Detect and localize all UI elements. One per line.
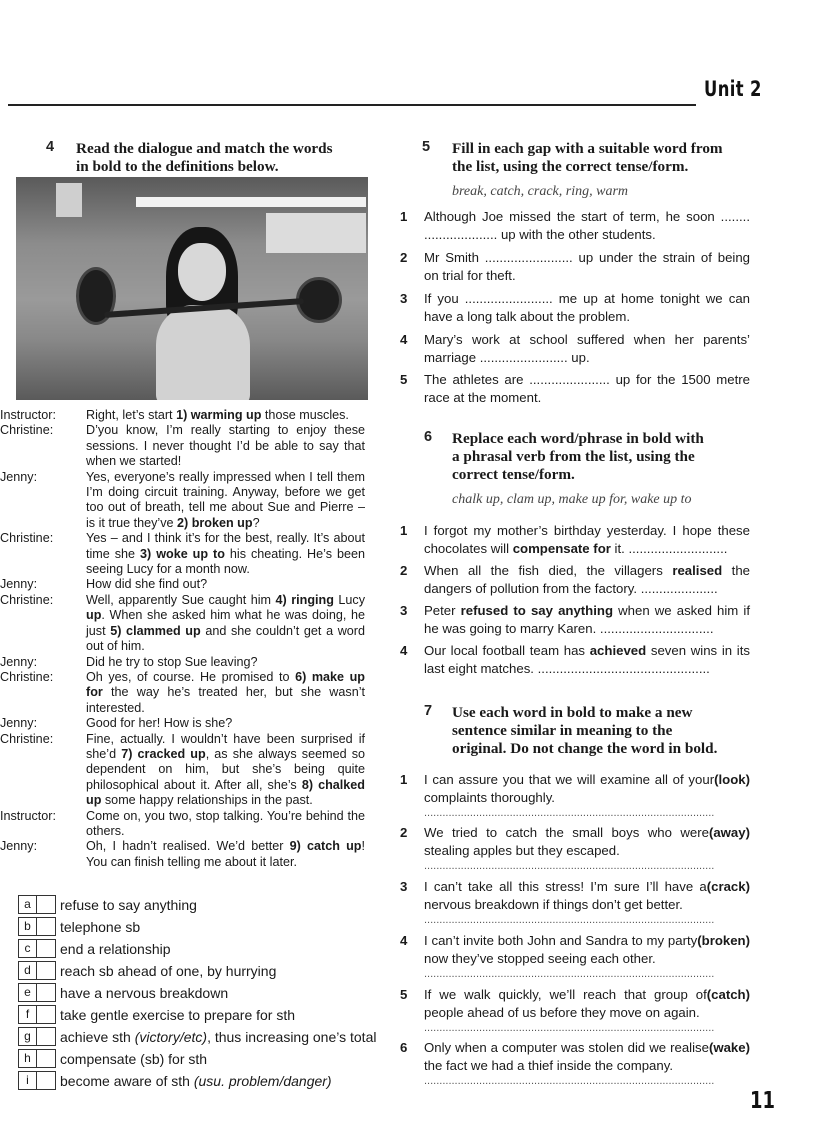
dialogue-text: ! You can finish telling me about it later. bbox=[86, 839, 365, 869]
answer-line[interactable]: ............................................................................................... bbox=[424, 914, 715, 926]
ex4-title-line2: in bold to the definitions below. bbox=[76, 158, 279, 175]
ex5-question bbox=[400, 290, 750, 326]
dialogue-text bbox=[86, 593, 365, 655]
dialogue-text: Yes, everyone’s really impressed when I tell them I’m doing circuit training. Anyway, before we get too out of breath, tell me about Sue and Pierre – is it true they’ve bbox=[86, 469, 365, 530]
definition-letter: a bbox=[19, 896, 37, 913]
keyword: (catch) bbox=[706, 987, 750, 1002]
ex6-text: When all the fish died, the villagers bbox=[424, 563, 673, 578]
speaker-name: Jenny: bbox=[0, 839, 38, 854]
dialogue-line bbox=[0, 408, 365, 423]
dialogue-bold-phrase: 7) cracked up bbox=[121, 746, 206, 761]
dialogue-text bbox=[86, 408, 365, 423]
unit-title: Unit 2 bbox=[704, 77, 762, 101]
speaker-name: Jenny: bbox=[0, 577, 38, 592]
definition-text: take gentle exercise to prepare for sth bbox=[60, 1007, 296, 1023]
keyword: (look) bbox=[714, 772, 750, 787]
ex6-bold-phrase: compensate for bbox=[512, 541, 611, 556]
ex5-wordlist: break, catch, crack, ring, warm bbox=[452, 184, 628, 199]
ex4-title-line1: Read the dialogue and match the words bbox=[76, 140, 333, 157]
ex6-text: Peter bbox=[424, 603, 461, 618]
definition-item bbox=[16, 895, 376, 917]
definition-letter: c bbox=[19, 940, 37, 957]
keyword: (away) bbox=[708, 825, 750, 840]
dialogue-text: Right, let’s start bbox=[86, 408, 177, 422]
ex7-title-line2: sentence similar in meaning to the bbox=[452, 722, 673, 739]
dialogue-text bbox=[86, 423, 365, 469]
ex7-title-line1: Use each word in bold to make a new bbox=[452, 704, 693, 721]
dialogue-line bbox=[0, 531, 365, 577]
dialogue-line bbox=[0, 732, 365, 809]
dialogue-line bbox=[0, 593, 365, 655]
speaker-name: Christine: bbox=[0, 731, 54, 746]
question-text[interactable] bbox=[400, 602, 750, 638]
dialogue-text: How did she find out? bbox=[86, 577, 208, 592]
ex6-text: I forgot my mother’s birthday yesterday. I hope these chocolates will bbox=[424, 523, 750, 556]
ex5-question bbox=[400, 331, 750, 367]
answer-line[interactable]: ............................................................................................... bbox=[424, 968, 715, 980]
dialogue-text: Come on, you two, stop talking. You’re behind the others. bbox=[86, 808, 365, 838]
definition-letter: g bbox=[19, 1028, 37, 1045]
speaker-name: Christine: bbox=[0, 669, 54, 684]
dialogue-bold-phrase: up bbox=[86, 608, 102, 623]
dialogue-text bbox=[86, 470, 365, 532]
dialogue-line bbox=[0, 670, 365, 716]
definition-text: end a relationship bbox=[60, 941, 171, 957]
answer-box[interactable] bbox=[18, 983, 56, 1002]
dialogue-bold-phrase: 6) make up for bbox=[86, 669, 365, 700]
question-text[interactable]: If you ........................ me up at home tonight we can have a long talk about the problem. bbox=[424, 291, 750, 324]
definition-text: compensate (sb) for sth bbox=[60, 1051, 208, 1067]
question-number: 2 bbox=[400, 250, 408, 265]
speaker-name: Instructor: bbox=[0, 808, 56, 823]
dialogue-text: Oh yes, of course. He promised to bbox=[86, 669, 296, 684]
dialogue-bold-phrase: 4) ringing bbox=[275, 592, 334, 607]
speaker-name: Christine: bbox=[0, 423, 54, 438]
question-text: (catch) If we walk quickly, we’ll reach that group of people ahead of us before they move on again. bbox=[424, 987, 750, 1020]
dialogue-bold-phrase: 1) warming up bbox=[176, 408, 262, 422]
question-number: 1 bbox=[400, 209, 408, 224]
dialogue-line bbox=[0, 716, 365, 731]
dialogue-text bbox=[86, 809, 365, 840]
definition-text: have a nervous breakdown bbox=[60, 985, 229, 1001]
ex6-title-line1: Replace each word/phrase in bold with bbox=[452, 430, 704, 447]
ex7-question bbox=[400, 771, 750, 819]
ex7-question bbox=[400, 878, 750, 926]
ex6-question bbox=[400, 522, 750, 558]
dialogue-line bbox=[0, 470, 365, 532]
definition-item bbox=[16, 1071, 376, 1093]
question-number: 3 bbox=[400, 603, 408, 618]
speaker-name: Christine: bbox=[0, 531, 54, 546]
question-number: 6 bbox=[400, 1040, 408, 1055]
ex5-question bbox=[400, 249, 750, 285]
definition-text: become aware of sth (usu. problem/danger) bbox=[60, 1073, 332, 1089]
dialogue-bold-phrase: 8) chalked up bbox=[86, 777, 365, 808]
question-text: (broken) I can’t invite both John and Sandra to my party now they’ve stopped seeing each other. bbox=[424, 933, 750, 966]
ex6-bold-phrase: achieved bbox=[589, 643, 647, 658]
dialogue-line bbox=[0, 423, 365, 469]
ex5-number: 5 bbox=[422, 139, 431, 155]
definition-item bbox=[16, 961, 376, 983]
ex7-number: 7 bbox=[424, 703, 433, 719]
question-number: 2 bbox=[400, 825, 408, 840]
definition-letter: i bbox=[19, 1072, 37, 1089]
ex6-text: it. ........................... bbox=[610, 541, 728, 556]
ex6-question bbox=[400, 562, 750, 598]
dialogue-text bbox=[86, 839, 365, 870]
question-number: 2 bbox=[400, 563, 408, 578]
answer-box[interactable] bbox=[18, 1005, 56, 1024]
answer-box[interactable] bbox=[18, 939, 56, 958]
definition-item bbox=[16, 1027, 376, 1049]
keyword: (wake) bbox=[708, 1040, 750, 1055]
ex6-question bbox=[400, 602, 750, 638]
dialogue-line bbox=[0, 809, 365, 840]
dialogue-text: D’you know, I’m really starting to enjoy these sessions. I never thought I’d be able to say that when we started! bbox=[86, 423, 365, 469]
dialogue-text: Oh, I hadn’t realised. We’d better bbox=[86, 839, 290, 854]
definitions-list bbox=[16, 895, 376, 1093]
dialogue-text: Well, apparently Sue caught him bbox=[86, 592, 276, 607]
ex7-question bbox=[400, 932, 750, 980]
definition-item bbox=[16, 939, 376, 961]
ex6-text: the dangers of pollution from the factory. ..................... bbox=[424, 563, 751, 596]
ex4-number: 4 bbox=[46, 139, 55, 155]
answer-line[interactable]: ............................................................................................... bbox=[424, 807, 715, 819]
dialogue-line bbox=[0, 655, 365, 670]
dialogue-text: ? bbox=[252, 515, 260, 530]
question-number: 3 bbox=[400, 879, 408, 894]
question-text[interactable]: Mary’s work at school suffered when her parents’ marriage ........................ up. bbox=[424, 332, 750, 365]
dialogue-bold-phrase: 9) catch up bbox=[289, 839, 362, 854]
dialogue-text: , as she always seemed so dependent on him, but she’s being quite philosophical about it. After all, she’s bbox=[86, 746, 366, 792]
ex6-title-line2: a phrasal verb from the list, using the bbox=[452, 448, 695, 465]
answer-box[interactable] bbox=[18, 895, 56, 914]
question-number: 4 bbox=[400, 332, 408, 347]
ex6-question bbox=[400, 642, 750, 678]
ex7-title-line3: original. Do not change the word in bold. bbox=[452, 740, 718, 757]
ex6-wordlist: chalk up, clam up, make up for, wake up to bbox=[452, 492, 692, 507]
definition-letter: d bbox=[19, 962, 37, 979]
dialogue-text: Fine, actually. I wouldn’t have been surprised if she’d bbox=[86, 731, 365, 761]
definition-letter: h bbox=[19, 1050, 37, 1067]
definition-letter: f bbox=[19, 1006, 37, 1023]
dialogue-bold-phrase: 3) woke up to bbox=[140, 546, 225, 561]
question-number: 4 bbox=[400, 643, 408, 658]
gym-photo bbox=[16, 177, 368, 400]
dialogue-text: those muscles. bbox=[261, 408, 349, 422]
answer-line[interactable]: ............................................................................................... bbox=[424, 1022, 715, 1034]
dialogue-text: and she couldn’t get a word out of him. bbox=[86, 623, 365, 654]
ex5-question bbox=[400, 371, 750, 407]
ex6-bold-phrase: refused to say anything bbox=[460, 603, 614, 618]
dialogue-text bbox=[86, 732, 365, 809]
answer-box[interactable] bbox=[18, 1027, 56, 1046]
answer-box[interactable] bbox=[18, 961, 56, 980]
speaker-name: Instructor: bbox=[0, 408, 56, 422]
question-text[interactable] bbox=[400, 642, 750, 678]
question-text[interactable] bbox=[400, 562, 750, 598]
dialogue bbox=[0, 408, 365, 870]
ex7-question bbox=[400, 986, 750, 1034]
ex6-bold-phrase: realised bbox=[672, 563, 723, 578]
question-number: 5 bbox=[400, 372, 408, 387]
keyword: (broken) bbox=[697, 933, 750, 948]
dialogue-text: some happy relationships in the past. bbox=[101, 793, 313, 808]
definition-item bbox=[16, 1049, 376, 1071]
ex6-text: seven wins in its last eight matches. ............................................... bbox=[424, 643, 750, 676]
answer-box[interactable] bbox=[18, 1071, 56, 1090]
question-text: (look) I can assure you that we will examine all of your complaints thoroughly. bbox=[424, 772, 750, 805]
page-number: 11 bbox=[750, 1088, 775, 1114]
dialogue-text: Yes – and I think it’s for the best, really. It’s about time she bbox=[86, 531, 365, 561]
dialogue-text: . When she asked him what he was doing, he just bbox=[86, 608, 365, 638]
definition-text: refuse to say anything bbox=[60, 897, 197, 913]
definition-item bbox=[16, 917, 376, 939]
question-text[interactable]: The athletes are ...................... up for the 1500 metre race at the moment. bbox=[424, 372, 750, 405]
definition-item bbox=[16, 983, 376, 1005]
speaker-name: Jenny: bbox=[0, 654, 38, 669]
question-text[interactable] bbox=[400, 522, 750, 558]
question-text: (wake) Only when a computer was stolen did we realise the fact we had a thief inside the company. bbox=[424, 1040, 750, 1073]
question-number: 1 bbox=[400, 523, 408, 538]
ex7-question bbox=[400, 824, 750, 872]
dialogue-text bbox=[86, 531, 365, 577]
speaker-name: Jenny: bbox=[0, 469, 38, 484]
dialogue-text: Good for her! How is she? bbox=[86, 716, 233, 731]
question-number: 1 bbox=[400, 772, 408, 787]
question-number: 4 bbox=[400, 933, 408, 948]
definition-letter: b bbox=[19, 918, 37, 935]
question-number: 3 bbox=[400, 291, 408, 306]
answer-line[interactable]: ............................................................................................... bbox=[424, 1075, 715, 1087]
answer-line[interactable]: ............................................................................................... bbox=[424, 860, 715, 872]
ex6-number: 6 bbox=[424, 429, 433, 445]
dialogue-text: his cheating. He’s been seeing Lucy for a month now. bbox=[86, 546, 365, 577]
dialogue-text: the way he’s treated her, but she wasn’t interested. bbox=[86, 685, 365, 715]
question-text: (away) We tried to catch the small boys who were stealing apples but they escaped. bbox=[424, 825, 750, 858]
question-text[interactable]: Mr Smith ........................ up under the strain of being on trial for theft. bbox=[424, 250, 750, 283]
ex5-question bbox=[400, 208, 750, 244]
dialogue-text bbox=[86, 577, 365, 592]
dialogue-text bbox=[86, 655, 365, 670]
question-text: (crack) I can’t take all this stress! I’m sure I’ll have a nervous breakdown if things don’t get better. bbox=[424, 879, 750, 912]
definition-item bbox=[16, 1005, 376, 1027]
speaker-name: Christine: bbox=[0, 592, 54, 607]
definition-text: reach sb ahead of one, by hurrying bbox=[60, 963, 277, 979]
dialogue-text: Did he try to stop Sue leaving? bbox=[86, 654, 258, 669]
definition-letter: e bbox=[19, 984, 37, 1001]
speaker-name: Jenny: bbox=[0, 716, 38, 731]
dialogue-line bbox=[0, 577, 365, 592]
ex6-title-line3: correct tense/form. bbox=[452, 466, 575, 483]
question-text[interactable]: Although Joe missed the start of term, he soon ........ .................... up with the other students. bbox=[424, 209, 750, 242]
answer-box[interactable] bbox=[18, 917, 56, 936]
ex6-text: when we asked him if he was going to marry Karen. ............................... bbox=[424, 603, 750, 636]
ex6-text: Our local football team has bbox=[424, 643, 590, 658]
question-number: 5 bbox=[400, 987, 408, 1002]
keyword: (crack) bbox=[706, 879, 750, 894]
ex7-question bbox=[400, 1039, 750, 1087]
dialogue-text bbox=[86, 716, 365, 731]
dialogue-line bbox=[0, 839, 365, 870]
ex5-title-line1: Fill in each gap with a suitable word from bbox=[452, 140, 723, 157]
header-rule bbox=[8, 104, 696, 106]
dialogue-bold-phrase: 2) broken up bbox=[177, 515, 253, 530]
dialogue-text: Lucy bbox=[333, 592, 365, 607]
answer-box[interactable] bbox=[18, 1049, 56, 1068]
ex5-title-line2: the list, using the correct tense/form. bbox=[452, 158, 689, 175]
dialogue-bold-phrase: 5) clammed up bbox=[110, 623, 201, 638]
definition-text: achieve sth (victory/etc), thus increasing one’s total bbox=[60, 1029, 377, 1045]
definition-text: telephone sb bbox=[60, 919, 141, 935]
dialogue-text bbox=[86, 670, 365, 716]
